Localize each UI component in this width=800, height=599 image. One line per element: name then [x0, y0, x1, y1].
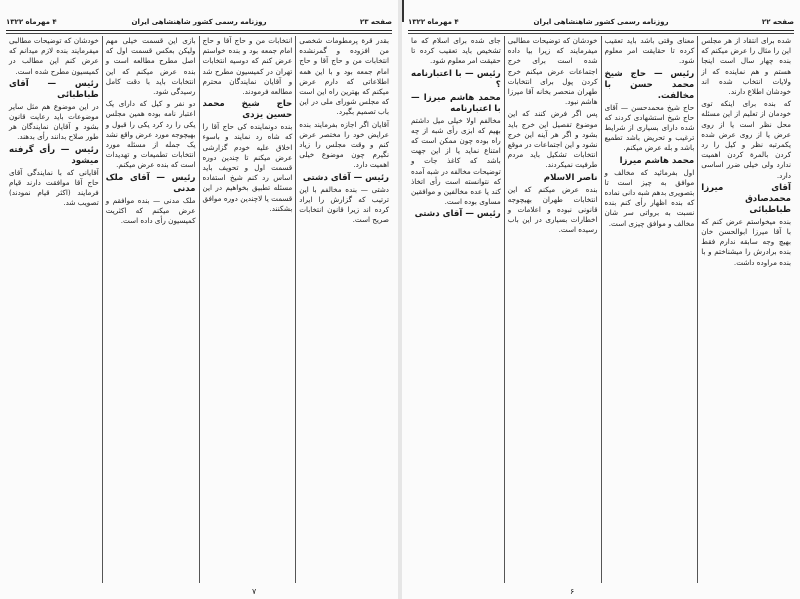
paragraph: بنده میخواستم عرض کنم که با آقا میرزا ابوالحسن خان بهیچ وجه سابقه ندارم فقط بنده برادرش را میشناختم و با بنده مراوده داشت.: [701, 216, 791, 267]
paragraph: حاج شیخ محمدحسن — آقای حاج شیخ استشهادی کردند که شده دارای بسیاری از شرایط ترغیب و تحریض باشد تطمیع باشد و بله عرض میکنم.: [604, 102, 695, 153]
paragraph: خودشان که توضیحات مطالبی میفرمایند که زیرا بیا داده شده است برای خرج اجتماعات عرض میکنم خرج کردن پول برای انتخابات طهران منحصر بخانه آقا میرزا هاشم نبود.: [507, 36, 598, 107]
scan-mark: [402, 0, 404, 22]
speaker-heading: رئیس — حاج شیخ محمد حسن با مخالفت.: [604, 68, 695, 101]
newspaper-title: روزنامه رسمی کشور شاهنشاهی ایران: [131, 18, 267, 26]
header-rule-thin: [6, 33, 392, 34]
speaker-heading: رئیس — آقای دشتی: [414, 209, 501, 220]
paragraph: معنای وقتی باشد باید تعقیب کرده تا حقایقت امر معلوم شود.: [604, 36, 695, 66]
header-rule: [408, 30, 794, 31]
header-rule-thin: [408, 33, 794, 34]
speaker-heading: رئیس — با اعتبارنامه ؟: [411, 68, 501, 90]
paragraph: بنده دونماینده کی حاج آقا را که شاه رد نمایند و باسوء اخلاق علیه خودم گزارشی عرض میکنم تا چندین دوره قسمت اول و تحویف باید اساس رد کنم شیخ استفاده مسئله تطبیق بخواهیم در این قسمت یا لاچندین دوره موافق بشکنند.: [202, 122, 293, 213]
paragraph: انتخابات من و حاج آقا و حاج امام جمعه بود و بنده خواستم عرض کنم که دوسیه انتخابات تهران در کمیسیون مطرح شد و آقایان نمایندگان محترم مطالعه فرمودند.: [202, 36, 293, 97]
paragraph: که بنده برای اینکه توی خودمان از تعلیم از این مسئله محل نظر است یا از روی عرض یا از روی عرض شده یکمرتبه نظر و کیل را رد کردن بالمرة کردن اهمیت ندارد ولی خیلی ضرر اساسی دارد.: [701, 99, 791, 180]
speaker-heading: رئیس — آقای طباطبائی: [9, 78, 99, 100]
text-column: [6, 36, 102, 583]
left-page: [0, 0, 398, 599]
speaker-heading: حاج شیخ محمد حسین یزدی: [202, 99, 293, 121]
speaker-heading: رئیس — رأی گرفته میشود: [9, 144, 99, 166]
page-header: [408, 18, 794, 30]
paragraph: دو نفر و کیل که دارای یک اعتبار نامه بوده همین مجلس یکی را رد کرد یکی را قبول و بهیچوجه مورد عرض واقع نشد یک جمله از مسئله مورد انتخابات تطمیعات و تهدیدات است که بنده عرض میکنم.: [105, 99, 196, 170]
paragraph: خودشان که توضیحات مطالبی میفرمایند بنده لازم میدانم که عرض کنم این مطالب در کمیسیون مطرح شده است.: [9, 36, 99, 76]
page-header: [6, 18, 392, 30]
header-rule: [6, 30, 392, 31]
paragraph: آقایانی که با نمایندگی آقای حاج آقا موافقت دارند قیام فرمایند (اکثر قیام نمودند) تصویب شد.: [9, 167, 99, 208]
page-number: صفحه ۲۲: [761, 18, 794, 26]
folio-number: ۶: [570, 587, 575, 596]
speaker-heading: رئیس — آقای دشتی: [302, 172, 389, 183]
speaker-heading: ناصر الاسلام: [543, 172, 598, 183]
paragraph: ملک مدنی — بنده موافقم و عرض میکنم که اکثریت کمیسیون رأی داده است.: [105, 195, 196, 226]
page-number: صفحه ۲۳: [359, 18, 392, 26]
text-column: [504, 36, 601, 583]
text-column: [295, 36, 392, 583]
paragraph: مخالفم اولا خیلی میل داشتم بهیم که ابزی رأی شبه از چه راه بوده چون ممکن است که امتناع نماید یا از این جهت باشد که کاغذ جات و توضیحات مخالفه در شبه آمده که نتوانسته است رأی اتخاذ کند یا عده مخالفین و موافقین مساوی بوده است.: [411, 115, 501, 207]
paragraph: آقایان اگر اجازه بفرمایند بنده عرایض خود را مختصر عرض کنم و وقت مجلس را زیاد نگیرم چون موضوع خیلی اهمیت دارد.: [299, 119, 389, 170]
paragraph: جای شده برای اسلام که ما تشخیص باید تعقیب کرده تا حقیقت امر معلوم شود.: [411, 36, 501, 66]
text-column: [199, 36, 296, 583]
paragraph: بقدر قرة پرمطومات شخصی من افزوده و گمرنشده انتخابات من و حاج آقا و حاج امام جمعه بود و با این همه اطلاعاتی که دارم عرض میکنم که بهترین راه این است که مجلس شورای ملی در این باب تصمیم بگیرد.: [299, 36, 389, 117]
speaker-heading: آقای میرزا محمدصادق طباطبائی: [701, 182, 791, 215]
paragraph: اول بفرمائید که مخالف و موافق به چیز است تا بتصویری بدهم شبه دانی نماده که بنده اظهار رأی کنم بنده نسبت به برواتی سر شان مخالف و موافق چیزی است.: [604, 167, 695, 228]
speaker-heading: محمد هاشم میرزا — با اعتبارنامه: [411, 92, 501, 114]
text-column: [102, 36, 199, 583]
issue-date: ۴ مهرماه ۱۳۲۲: [408, 18, 459, 26]
paragraph: بازی این قسمت خیلی مهم ولیکن بعکس قسمت اول که اصل مطرح مطالعه است و بنده عرض میکنم که این انتخابات باید با دقت کامل رسیدگی شود.: [105, 36, 196, 97]
folio-number: ۷: [252, 587, 257, 596]
right-page: [402, 0, 800, 599]
paragraph: در این موضوع هم مثل سایر موضوعات باید رعایت قانون بشود و آقایان نمایندگان هر طور صلاح بدانند رأی بدهند.: [9, 101, 99, 142]
text-columns: [408, 36, 794, 583]
text-column: [408, 36, 504, 583]
speaker-heading: رئیس — آقای ملک مدنی: [105, 172, 196, 194]
issue-date: ۴ مهرماه ۱۳۲۲: [6, 18, 57, 26]
paragraph: بنده عرض میکنم که این انتخابات طهران بهیچوجه قانونی نبوده و اعلامات و اخطارات بسیاری در این باب رسیده است.: [507, 184, 598, 235]
text-column: [697, 36, 794, 583]
newspaper-title: روزنامه رسمی کشور شاهنشاهی ایران: [533, 18, 669, 26]
text-column: [601, 36, 698, 583]
speaker-heading: محمد هاشم میرزا: [619, 155, 695, 166]
paragraph: دشتی — بنده مخالفم با این ترتیب که گزارش را ایراد کرده اند زیرا قانون انتخابات صریح است.: [299, 184, 389, 225]
text-columns: [6, 36, 392, 583]
paragraph: شده برای انتقاد از هر مجلس این را مثال را عرض میکنم که بنده چهار سال است اینجا هستم و هم نماینده که از ولایات انتخاب شده اند خودشان اطلاع دارند.: [701, 36, 791, 97]
paragraph: پس اگر فرض کنند که این موضوع تفصیل این خرج باید بشود و اگر هر آینه این خرج نشود و این اجتماعات در موقع انتخابات تشکیل باید مردم طرفیت نمیکردند.: [507, 109, 598, 170]
